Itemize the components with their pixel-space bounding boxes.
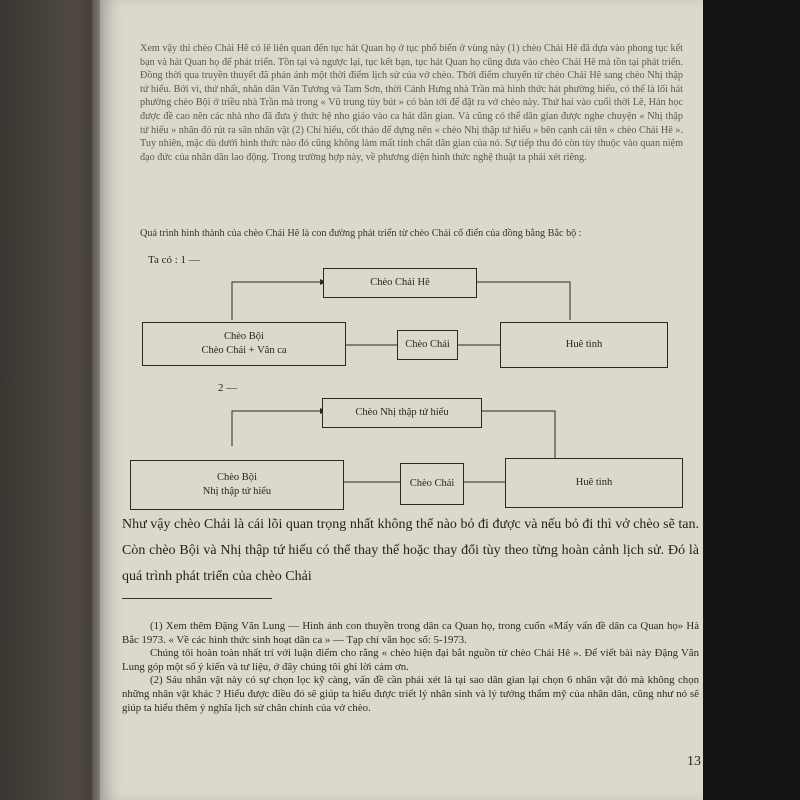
diagram1-mid-box <box>397 330 458 360</box>
connector-1-left <box>232 282 320 320</box>
diagram1-left-box <box>142 322 346 366</box>
diagram1-left-label-2: Chèo Chải + Vân ca <box>201 345 287 356</box>
diagram2-mid-box <box>400 463 464 505</box>
diagram1-top-label: Chèo Chải Hê <box>370 277 430 288</box>
diagram2-right-label: Huê tình <box>575 477 613 488</box>
footnote-2: (2) Sáu nhân vật này có sự chọn lọc kỹ càng, vấn đề cần phải xét là tại sao dân gian lại chọn 6 nhân vật đó mà không chọn những nhân vật khác ? Hiểu được điều đó sẽ giúp ta hiểu được triết lý nhân sinh và lý tưởng thẩm mỹ của nhân dân, cũng như nó sẽ giúp ta hiểu thêm ý nghĩa lịch sử chân chính của vở chèo. <box>122 674 699 714</box>
diagram-connectors <box>100 0 703 520</box>
footnotes <box>122 620 699 715</box>
footnote-1: (1) Xem thêm Đặng Văn Lung — Hình ảnh con thuyền trong dân ca Quan họ, trong cuốn «Mấy vấn đề dân ca Quan họ» Hà Bắc 1973. « Về các hình thức sinh hoạt dân ca » — Tạp chí văn học số: 5-1973. <box>122 620 699 646</box>
diagram2-top-box <box>322 398 482 428</box>
footnote-1-continued: Chúng tôi hoàn toàn nhất trí với luận điểm cho rằng « chèo hiện đại bắt nguồn từ chèo Chải Hê ». Để viết bài này Đặng Văn Lung góp một số ý kiến và tư liệu, ở đây chúng tôi ghi lời cảm ơn. <box>122 647 699 673</box>
diagram1-left-label-1: Chèo Bội <box>224 331 264 342</box>
paragraph-intro: Xem vậy thì chèo Chải Hê có lẽ liên quan đến tục hát Quan họ ở tục phổ biến ở vùng này (1) chèo Chải Hê đã dựa vào phong tục kết bạn và hát Quan họ để phát triển. Tồn tại và ngược lại, tục kết bạn, tục hát Quan họ cũng đưa vào chèo Chải Hê mà tồn tại phát triển. Đồng thời qua truyền thuyết đã phản ánh một thời điểm lịch sử của vở chèo. Thời điểm chuyển từ chèo Chải Hê sang chèo Nhị thập tứ hiếu. Bởi vì, thứ nhất, nhân dân Văn Tương và Tam Sơn, thời Cảnh Hưng nhà Trần mà hình thức hát phường hiếu, có thể là lối hát phường chèo Bội ở triều nhà Trần mà trong « Vũ trung tùy bút » có bàn tới để đặt ra vở chèo này. Thứ hai vào cuối thời Lê, Hán học được đề cao nên các nhà nho đã đưa ý thức hệ nho giáo vào ca hát dân gian. Và cũng có thể dân gian được nghe chuyện « Nhị thập tứ hiếu » nhân đó rút ra sân nhân vật (2) Chí hiếu, cốt thảo để dựng nên « chèo Nhị thập tứ hiếu » bên cạnh cái tên « chèo Chải Hê ». Tuy nhiên, mặc dù dưới hình thức nào đó cũng không làm mất tính chất dân gian của nó. Sự tiếp thu đó còn tùy thuộc vào quan niệm đạo đức của nhân dân lao động. Trong trường hợp này, về phương diện hình thức nghệ thuật ta phải xét riêng. <box>140 43 683 163</box>
diagram2-label: 2 — <box>218 382 238 394</box>
diagram1-right-label: Huê tình <box>565 339 603 350</box>
background <box>690 0 800 800</box>
diagram1-label: Ta có : 1 — <box>148 254 200 266</box>
connector-2-right <box>480 411 555 458</box>
paragraph-formation: Quá trình hình thành của chèo Chải Hê là con đường phát triển từ chèo Chải cổ điển của đồng bằng Bắc bộ : <box>140 228 582 239</box>
page-number: 13 <box>687 754 701 769</box>
diagram2-left-label-2: Nhị thập tứ hiếu <box>202 486 272 497</box>
paragraph-conclusion: Như vậy chèo Chải là cái lõi quan trọng nhất không thể nào bỏ đi được và nếu bỏ đi thì vở chèo sẽ tan. Còn chèo Bội và Nhị thập tứ hiếu có thể thay thế hoặc thay đổi tùy theo từng hoàn cảnh lịch sử. Đó là quá trình phát triển của chèo Chải <box>122 517 699 584</box>
diagram2-mid-label: Chèo Chải <box>409 478 455 489</box>
diagram2-left-box <box>130 460 344 510</box>
diagram1-top-box <box>323 268 477 298</box>
connector-1-right <box>475 282 570 320</box>
book-page <box>100 0 703 800</box>
diagram1-mid-label: Chèo Chải <box>405 339 450 350</box>
diagram1-right-box <box>500 322 668 368</box>
diagram2-left-label-1: Chèo Bội <box>217 472 257 483</box>
diagram2-right-box <box>505 458 683 508</box>
connector-2-left <box>232 411 320 446</box>
footnote-rule <box>122 598 272 599</box>
diagram2-top-label: Chèo Nhị thập tứ hiếu <box>355 407 449 418</box>
